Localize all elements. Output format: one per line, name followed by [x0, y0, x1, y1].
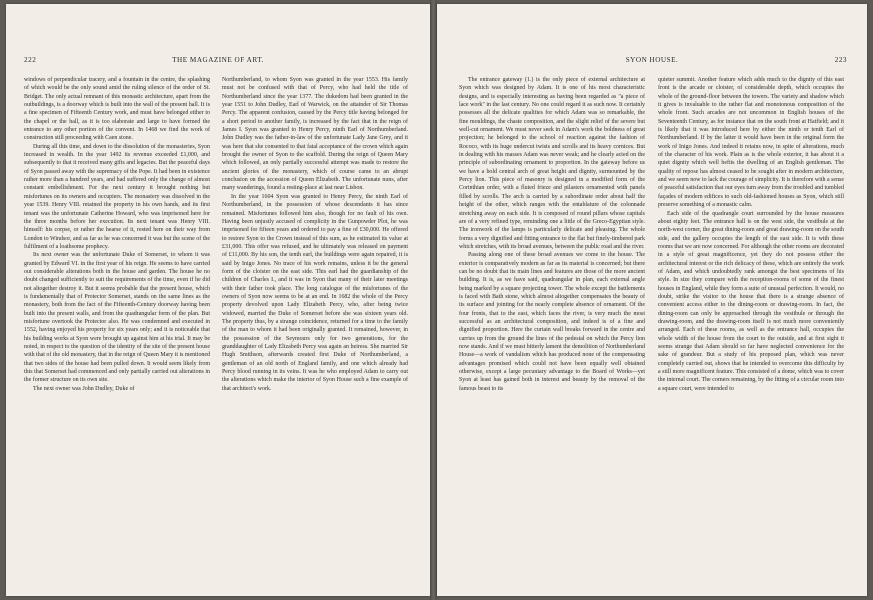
right-running-title: SYON HOUSE.: [625, 56, 679, 64]
right-running-head: [437, 56, 867, 68]
left-page-column-2: [222, 76, 408, 574]
right-page-column-1: [459, 76, 645, 574]
paragraph: Northumberland, to whom Syon was granted in the year 1553. His family must not be confused with that of Percy, who had held the title of Northumberland since the year 1377. The dukedom had been granted in the year 1551 to John Dudley, Earl of Warwick, on the attainder of Sir Thomas Percy. The apparent confusion, caused by the Percy title having belonged for a short period to another family, is increased by the fact that in the reign of James I. Syon was granted to Henry Percy, ninth Earl of Northumberland. John Dudley was the father-in-law of the unfortunate Lady Jane Grey, and it was here that she consented to that fatal acceptance of the crown which again brought the owner of Syon to the scaffold. During the reign of Queen Mary which followed, an only partially successful attempt was made to restore the ancient glories of the monastery, which of course came to an abrupt conclusion on the accession of Queen Elizabeth. The unfortunate nuns, after many wanderings, found a resting-place at last near Lisbon.: [222, 77, 408, 192]
paragraph: quieter summit. Another feature which adds much to the dignity of this east front is the arcade or cloister, of considerable depth, which occupies the whole of the ground-floor between the towers. The variety and shadow which it gives is invaluable to the rather flat and monotonous composition of the whole front. Such arcades are not uncommon in English houses of the Seventeenth Century, as for instance that on the south front at Hatfield; and it is likely that it was introduced here by either the ninth or tenth Earl of Northumberland. If by the latter it would have been in the original form the work of Inigo Jones. And indeed it retains now, in spite of alterations, much of the character of his work. Plain as is the whole exterior, it has about it a quiet dignity which well befits the dwelling of an English gentleman. The quality of repose has almost ceased to be sought after in modern architecture, and we seem now to lack the courage of simplicity. It is therefore with a sense of peaceful satisfaction that our eyes turn away from the troubled and tumbled façades of modern edifices to such old-fashioned houses as Syon, which still preserve something of a monastic calm.: [658, 77, 844, 209]
right-page-number: 223: [834, 56, 847, 64]
left-running-head: [6, 56, 430, 68]
left-running-title: THE MAGAZINE OF ART.: [172, 56, 264, 64]
left-page-number: 222: [24, 56, 37, 64]
left-page-column-1: [24, 76, 210, 574]
book-gutter: [430, 0, 437, 600]
right-page-column-2: [658, 76, 844, 574]
right-page: [437, 4, 867, 596]
paragraph: The next owner was John Dudley, Duke of: [33, 385, 135, 392]
paragraph: Passing along one of these broad avenues we come to the house. The exterior is comparatively modern as far as its material is concerned; but there can be no doubt that its main lines and features are those of the more ancient building. It is, as we have said, quadrangular in plan, each external angle being marked by a square projecting tower. The whole except the battlements is faced with Bath stone, which almost altogether compensates the beauty of its surface and jointing for the nearly complete absence of ornament. Of the four fronts, that to the east, which faces the river, is very much the most successful as an architectural composition, and indeed is of a fine and dignified proportion. Here the curtain wall breaks forward in the centre and carries up from the ground the lines of the pedestal on which the Percy lion now stands. And if we must bitterly lament the demolition of Northumberland House—a work of vandalism which has produced none of the compensating advantages promised which could not have been equally well obtained otherwise, except a large pecuniary advantage to the Board of Works—yet Syon at least has gained both in interest and beauty by the removal of the famous beast to its: [459, 252, 645, 392]
paragraph: Its next owner was the unfortunate Duke of Somerset, to whom it was granted by Edward VI. in the first year of his reign. He seems to have carried out considerable alterations both in the house and garden. The house he no doubt changed sufficiently to suit the requirements of the time, even if he did not altogether destroy it. But it seems probable that the present house, which is fundamentally that of Protector Somerset, stands on the same lines as the monastery, both from the fact of the Fifteenth-Century doorway having been built into the present walls, and from the quadrangular form of the plan. But misfortune overtook the Protector also. He was condemned and executed in 1552, having enjoyed his property for six years only; and it is noticeable that his building works at Syon were brought up against him at his trial. It may be noted, in respect to the question of the identity of the site of the present house with that of the old monastery, that in the reign of Queen Mary it is mentioned that two sides of the house had been pulled down. It would seem likely from this that Somerset had commenced and only partially carried out alterations in the former structure on its own site.: [24, 252, 210, 384]
left-page: [6, 4, 430, 596]
paragraph: During all this time, and down to the dissolution of the monasteries, Syon increased in wealth. In the year 1492 its revenue exceeded £1,000, and subsequently to that it received many gifts and legacies. But the peaceful days of Syon passed away with the supremacy of the Pope. It had been in existence rather more than a hundred years, and had suffered only the change of almost constant embellishment. For the next century it brought nothing but misfortunes on its owners and occupiers. The monastery was dissolved in the year 1539. Henry VIII. retained the property in his own hands, and its first tenant was the unfortunate Catherine Howard, who was imprisoned here for the three months before her execution. Its next tenant was Henry VIII. himself: his corpse, or rather the hearse of it, rested here on their way from London to Windsor, and as far as he was concerned it was but the scene of the fulfilment of a loathsome prophecy.: [24, 143, 210, 250]
paragraph: Each side of the quadrangle court surrounded by the house measures about eighty feet. The entrance hall is on the west side, the vestibule at the north-west corner, the great dining-room and great drawing-room on the south side, and the gallery occupies the length of the east side. It is with these rooms that we are now concerned. For although the other rooms are decorated in a style of great magnificence, yet they do not possess either the architectural interest or the rich delicacy of these, which are entirely the work of Adam, and which undoubtedly rank amongst the best specimens of his style. In size they compare with the reception-rooms of some of the finest houses in England, while they form a suite of unusual perfection. It would, no doubt, strike the visitor to the house that there is a strange absence of convenient access either to the dining-room or drawing-room. In fact, the dining-room can only be approached through the vestibule or through the drawing-room, and the drawing-room itself is not much more conveniently arranged. Each of these rooms, as well as the entrance hall, occupies the whole width of the house from the court to the outside, and at first sight it seems strange that Adam should so far have neglected convenience for the sake of grandeur. But a study of his proposed plan, which was never completely carried out, shows that he intended to overcome this difficulty by a still more magnificent feature. This consisted of a dome, which was to cover the internal court. The corners remaining, by the fitting of a circular room into a square court, were intended to: [658, 210, 844, 392]
paragraph: The entrance gateway (1.) is the only piece of external architecture at Syon which was designed by Adam. It is one of his most characteristic designs, and is especially interesting as having been regarded as "a piece of lace work" in the last century. No one could regard it as such now. It certainly possesses all the delicate qualities for which Adam was so remarkable, the fine mouldings, the chaste composition, and the slight relief of the severe but well-cut ornament. We must never seek in Adam's work the boldness of great projection; he belonged to the school of reaction against the fashion of Rococo, with its huge undercut twists and scrolls and its heavy cornices. But in dealing with his masses Adam was never weak; and he clearly acted on the principle of subordinating ornament to proportion. In the gateway before us we have a bold central arch of great height and dignity, surmounted by the Percy lion. This piece of masonry is designed in a modified form of the Corinthian order, with a fluted frieze and pilasters ornamented with panels filled by scrolls. The arch is carried by a subordinate order about half the height of the other, which ranges with the entablature of the colonnade stretching away on each side. It is composed of round pillars whose capitals are of a very refined type, reminding one a little of the Greco-Egyptian style. The ironwork of the lamps is particularly delicate and pleasing. The whole forms a very dignified and fitting entrance to the flat but finely-timbered park which stretches, with its broad avenues, between the public road and the river.: [459, 77, 645, 250]
paragraph: windows of perpendicular tracery, and a fountain in the centre, the splashing of which would be the only sound amid the ruling silence of the order of St. Bridget. The only actual remnant of this monastic architecture, apart from the outbuildings, is a doorway which is built into the wall of the present hall. It is a fine specimen of Fifteenth Century work, and must have belonged either to the chapel or the hall, as it is too elaborate and large to have formed the entrance to any other portion of the convent. In 1468 we find the work of construction still proceeding with Caen stone.: [24, 77, 210, 142]
paragraph: In the year 1604 Syon was granted to Henry Percy, the ninth Earl of Northumberland, in the possession of whose descendants it has since remained. Misfortunes followed him also, though for no fault of his own. Having been unjustly accused of complicity in the Gunpowder Plot, he was imprisoned for fifteen years and ordered to pay a fine of £30,000. He offered to restore Syon to the Crown instead of this sum, as he estimated its value at £31,000. This offer was refused, and he ultimately was released on payment of £11,000. By his son, the tenth earl, the buildings were again repaired, it is said by Inigo Jones. No trace of his work remains, unless it be the general form of the cloister on the east side. This earl had the guardianship of the children of Charles I., and it was in Syon that many of their later meetings with their father took place. The long catalogue of the misfortunes of the owners of Syon now seems to be at an end. In 1682 the whole of the Percy property devolved upon Lady Elizabeth Percy, who, after being twice widowed, married the Duke of Somerset before she was sixteen years old. The property thus, by a strange coincidence, returned for a time to the family of the man to whom it had been originally granted. It remained, however, in the possession of the Seymours only for two generations, for the granddaughter of Lady Elizabeth Percy was again an heiress. She married Sir Hugh Smithson, afterwards created first Duke of Northumberland, a gentleman of an old north of England family, and one which already had Percy blood running in its veins. It was he who employed Adam to carry out the alterations which make the interior of Syon House such a fine example of that architect's work.: [222, 193, 408, 392]
